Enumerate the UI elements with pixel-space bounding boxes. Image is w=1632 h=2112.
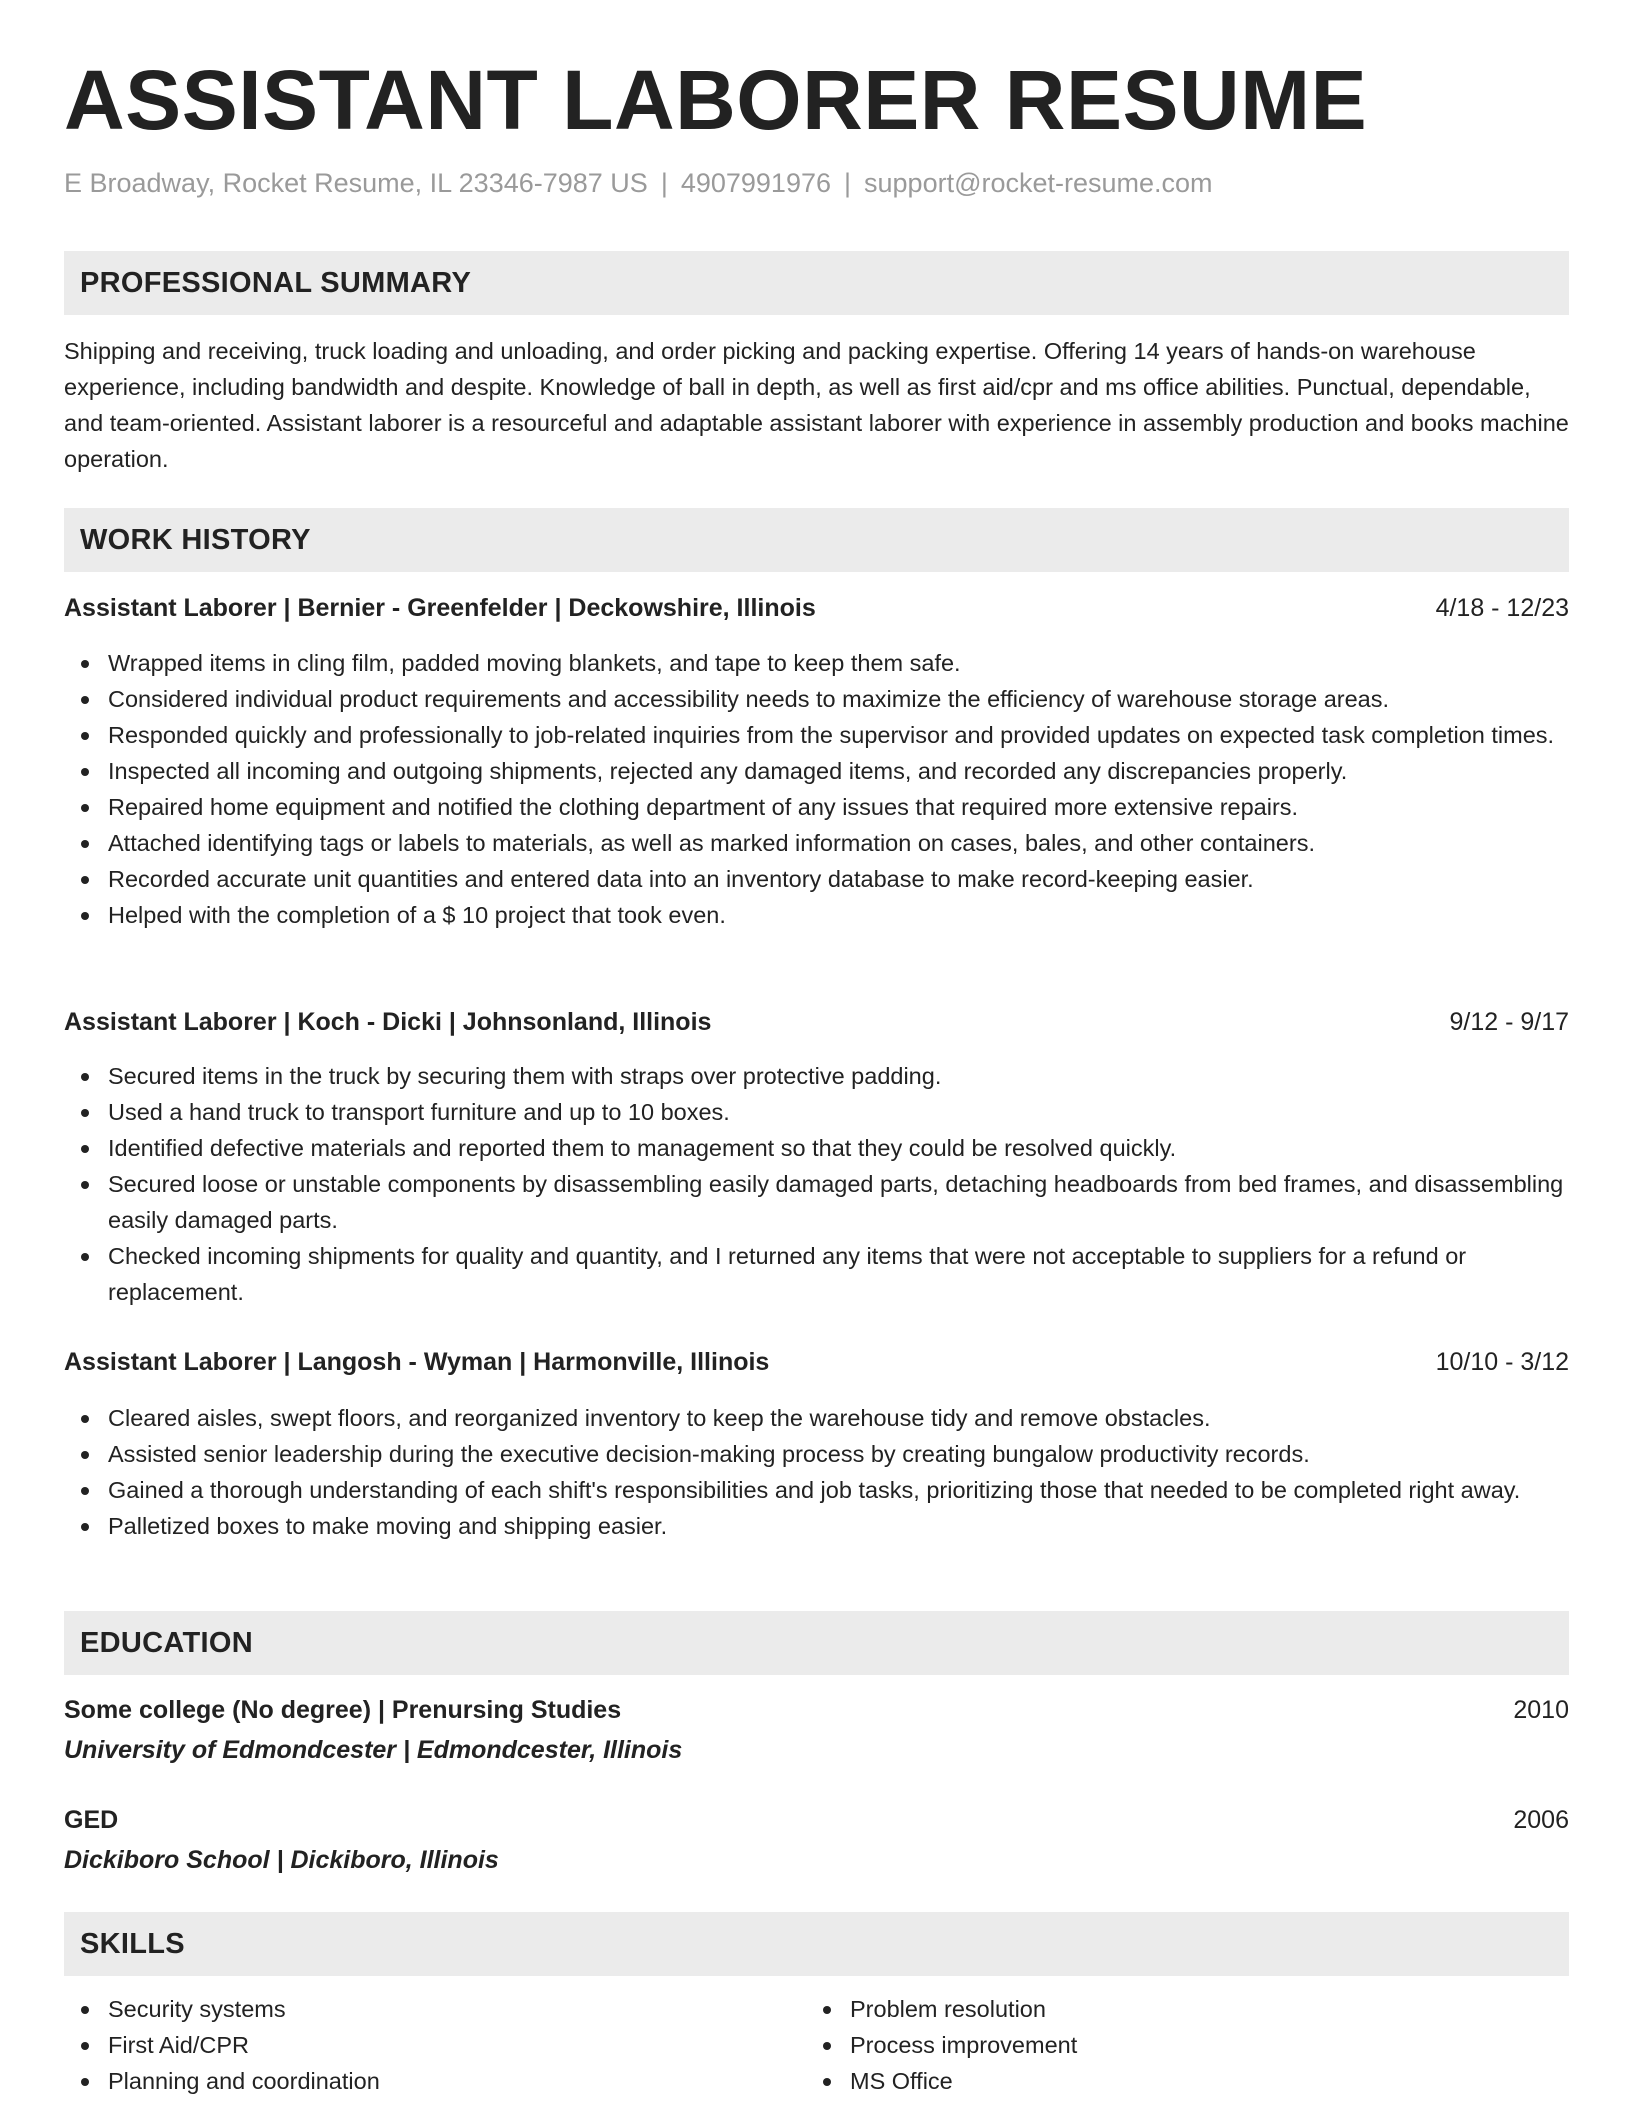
list-item: Repaired home equipment and notified the clothing department of any issues that required more extensive repairs. xyxy=(64,789,1569,825)
contact-line xyxy=(64,167,1213,199)
job-header xyxy=(64,1005,1569,1039)
list-item: Wrapped items in cling film, padded moving blankets, and tape to keep them safe. xyxy=(64,645,1569,681)
education-year: 2010 xyxy=(1513,1696,1569,1724)
contact-phone: 4907991976 xyxy=(680,168,831,198)
list-item: Palletized boxes to make moving and shipping easier. xyxy=(64,1508,1569,1544)
contact-separator: | xyxy=(660,168,668,198)
skills-list-left xyxy=(64,1991,764,2099)
section-header-summary xyxy=(64,251,1569,315)
job-dates: 4/18 - 12/23 xyxy=(1435,594,1569,622)
education-header xyxy=(64,1803,1569,1837)
list-item: Responded quickly and professionally to job-related inquiries from the supervisor and provided updates on expected task completion times. xyxy=(64,717,1569,753)
job-header xyxy=(64,1345,1569,1379)
skill-item: Problem resolution xyxy=(806,1991,1506,2027)
education-year: 2006 xyxy=(1513,1806,1569,1834)
section-title: PROFESSIONAL SUMMARY xyxy=(80,266,472,299)
section-title: WORK HISTORY xyxy=(80,523,311,556)
list-item: Gained a thorough understanding of each shift's responsibilities and job tasks, prioritizing those that needed to be completed right away. xyxy=(64,1472,1569,1508)
list-item: Secured loose or unstable components by disassembling easily damaged parts, detaching headboards from bed frames, and disassembling easily damaged parts. xyxy=(64,1166,1569,1238)
job-header xyxy=(64,591,1569,625)
job-dates: 9/12 - 9/17 xyxy=(1449,1008,1569,1036)
education-degree: Some college (No degree) | Prenursing Studies xyxy=(64,1696,622,1724)
section-header-skills xyxy=(64,1912,1569,1976)
skill-item: Security systems xyxy=(64,1991,764,2027)
skill-item: Process improvement xyxy=(806,2027,1506,2063)
list-item: Used a hand truck to transport furniture and up to 10 boxes. xyxy=(64,1094,1569,1130)
list-item: Considered individual product requirements and accessibility needs to maximize the efficiency of warehouse storage areas. xyxy=(64,681,1569,717)
job-title: Assistant Laborer | Bernier - Greenfelder | Deckowshire, Illinois xyxy=(64,594,816,622)
list-item: Checked incoming shipments for quality and quantity, and I returned any items that were not acceptable to suppliers for a refund or replacement. xyxy=(64,1238,1569,1310)
education-school: University of Edmondcester | Edmondcester, Illinois xyxy=(64,1736,683,1764)
list-item: Assisted senior leadership during the executive decision-making process by creating bungalow productivity records. xyxy=(64,1436,1569,1472)
section-title: EDUCATION xyxy=(80,1626,253,1659)
list-item: Helped with the completion of a $ 10 project that took even. xyxy=(64,897,1569,933)
section-header-education xyxy=(64,1611,1569,1675)
list-item: Identified defective materials and reported them to management so that they could be resolved quickly. xyxy=(64,1130,1569,1166)
section-header-work-history xyxy=(64,508,1569,572)
job-title: Assistant Laborer | Koch - Dicki | Johnsonland, Illinois xyxy=(64,1008,712,1036)
section-title: SKILLS xyxy=(80,1927,185,1960)
contact-email: support@rocket-resume.com xyxy=(864,168,1213,198)
job-dates: 10/10 - 3/12 xyxy=(1435,1348,1569,1376)
list-item: Attached identifying tags or labels to materials, as well as marked information on cases, bales, and other containers. xyxy=(64,825,1569,861)
job-title: Assistant Laborer | Langosh - Wyman | Harmonville, Illinois xyxy=(64,1348,770,1376)
contact-address: E Broadway, Rocket Resume, IL 23346-7987 US xyxy=(64,168,648,198)
job-bullet-list xyxy=(64,1058,1569,1310)
contact-separator: | xyxy=(844,168,852,198)
skill-item: MS Office xyxy=(806,2063,1506,2099)
list-item: Recorded accurate unit quantities and entered data into an inventory database to make record-keeping easier. xyxy=(64,861,1569,897)
job-bullet-list xyxy=(64,645,1569,933)
skill-item: First Aid/CPR xyxy=(64,2027,764,2063)
list-item: Cleared aisles, swept floors, and reorganized inventory to keep the warehouse tidy and remove obstacles. xyxy=(64,1400,1569,1436)
education-degree: GED xyxy=(64,1806,119,1834)
list-item: Secured items in the truck by securing them with straps over protective padding. xyxy=(64,1058,1569,1094)
resume-title: ASSISTANT LABORER RESUME xyxy=(64,53,1368,147)
education-school: Dickiboro School | Dickiboro, Illinois xyxy=(64,1846,499,1874)
education-header xyxy=(64,1693,1569,1727)
skills-list-right xyxy=(806,1991,1506,2099)
list-item: Inspected all incoming and outgoing shipments, rejected any damaged items, and recorded any discrepancies properly. xyxy=(64,753,1569,789)
skill-item: Planning and coordination xyxy=(64,2063,764,2099)
job-bullet-list xyxy=(64,1400,1569,1544)
summary-text: Shipping and receiving, truck loading and unloading, and order picking and packing expertise. Offering 14 years of hands-on warehouse experience, including bandwidth and despite. Knowledge of ball in depth, as well as first aid/cpr and ms office abilities. Punctual, dependable, and team-oriented. Assistant laborer is a resourceful and adaptable assistant laborer with experience in assembly production and books machine operation. xyxy=(64,338,1569,472)
